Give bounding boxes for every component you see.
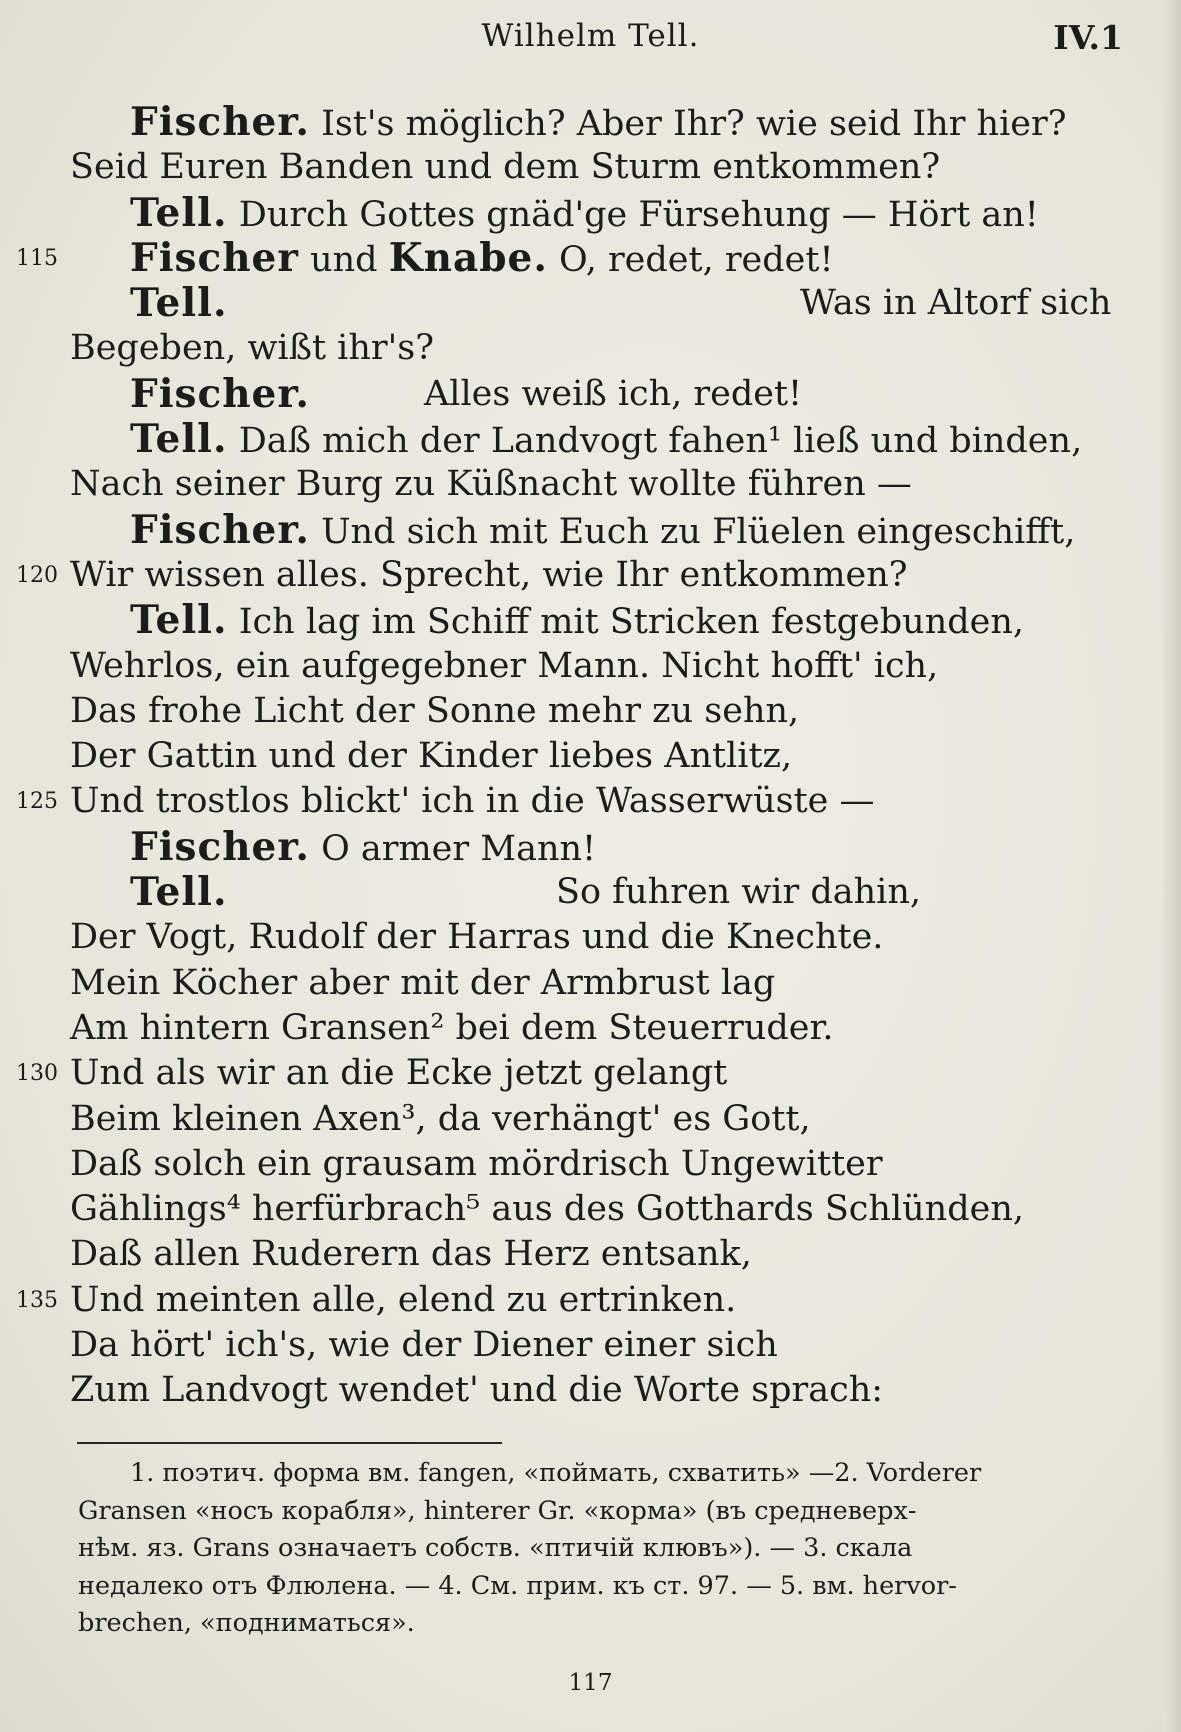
line-text: Ist's möglich? Aber Ihr? wie seid Ihr hier? [321,104,1067,144]
line-text: Gählings⁴ herfürbrach⁵ aus des Gotthards Schlünden, [70,1189,1025,1230]
footnote-line: нѣм. яз. Grans означаетъ собств. «птичій клювъ»). — 3. скала [78,1533,913,1563]
verse-text [70,1097,811,1142]
verse-text [70,462,912,507]
footnote-line: недалеко отъ Флюлена. — 4. См. прим. къ ст. 97. — 5. вм. hervor- [78,1570,957,1601]
line-text: Und sich mit Euch zu Flüelen eingeschifft, [321,511,1076,552]
footnote-line: 1. поэтич. форма вм. fangen, «поймать, схватить» —2. Vorderer [130,1458,982,1488]
verse-text [70,1278,736,1323]
verse-text [130,417,1082,464]
line-text: Der Vogt, Rudolf der Harras und die Knechte. [70,917,884,958]
verse-line [0,779,1181,824]
verse-text [130,236,834,283]
line-text-continued: Alles weiß ich, redet! [424,373,803,414]
verse-line [0,1142,1181,1187]
verse-line [0,236,1181,281]
line-text: Begeben, wißt ihr's? [70,328,434,369]
speaker-name: Tell. [130,416,228,463]
line-text: Ich lag im Schiff mit Stricken festgebunden, [238,602,1025,643]
verse-text [70,1187,1024,1232]
footnote-line: Gransen «носъ корабля», hinterer Gr. «корма» (въ средневерх- [78,1495,917,1526]
verse-line [0,1097,1181,1142]
verse-text [70,915,883,960]
verse-text [70,553,908,598]
verse-text [70,779,875,824]
verse-text [70,689,799,734]
verse-line [0,1232,1181,1277]
line-text: Der Gattin und der Kinder liebes Antlitz, [70,736,793,777]
verse-line [0,145,1181,190]
verse-text [70,1368,883,1413]
verse-text [70,1051,727,1096]
verse-line [0,508,1181,553]
line-text-continued: So fuhren wir dahin, [556,872,922,913]
verse-line [0,870,1181,915]
verse-line [0,915,1181,960]
verse-line [0,1006,1181,1051]
line-number: 115 [16,245,58,271]
line-text: Das frohe Licht der Sonne mehr zu sehn, [70,690,800,731]
line-text: Seid Euren Banden und dem Sturm entkommen? [70,147,941,188]
verse-line [0,326,1181,371]
verse-line [0,281,1181,326]
verse-line [0,689,1181,734]
speaker-name: Tell. [130,597,228,644]
speaker-name: Tell. [130,869,228,916]
line-text: Zum Landvogt wendet' und die Worte sprach: [70,1370,884,1411]
verse-line [0,191,1181,236]
verse-line [0,372,1181,417]
verse-text [70,1232,752,1277]
verse-line [0,1323,1181,1368]
line-number: 135 [16,1287,58,1313]
footnotes [78,1455,1136,1643]
verse-text [70,644,938,689]
line-number: 125 [16,789,58,815]
verse-text [70,1323,778,1368]
speaker-name: Knabe. [388,234,548,281]
line-text: Daß allen Ruderern das Herz entsank, [70,1234,752,1275]
verse-text [130,870,228,917]
line-text: Daß mich der Landvogt fahen¹ ließ und binden, [238,421,1083,462]
verse-text [70,145,940,190]
speaker-connector: und [310,239,378,280]
verse-text [130,825,596,872]
line-text: Und trostlos blickt' ich in die Wasserwüste — [70,781,875,822]
verse-line [0,825,1181,870]
verse-text [70,1142,883,1187]
running-header-title: Wilhelm Tell. [481,18,700,54]
line-text: Beim kleinen Axen³, da verhängt' es Gott, [70,1098,811,1139]
footnote-rule [77,1442,502,1444]
line-number: 130 [16,1061,58,1087]
line-number: 120 [16,562,58,588]
verse-text [70,734,792,779]
verse-line [0,734,1181,779]
speaker-name: Fischer. [130,823,310,870]
verse-text [130,508,1075,555]
verse-text [70,1006,834,1051]
speaker-name: Fischer. [130,370,310,417]
verse-text [70,961,775,1006]
verse-line [0,1187,1181,1232]
verse-line [0,553,1181,598]
line-text: Nach seiner Burg zu Küßnacht wollte führen — [70,464,912,505]
verse-text [130,191,1039,238]
verse-line [0,417,1181,462]
line-text: Wir wissen alles. Sprecht, wie Ihr entkommen? [70,554,908,595]
verse-text [130,281,228,328]
verse-line [0,1051,1181,1096]
verse-text [130,598,1024,645]
speaker-name: Fischer [130,234,299,281]
verse-line [0,598,1181,643]
act-scene-marker: IV.1 [1053,18,1123,57]
verse-text [130,372,310,419]
line-text: Da hört' ich's, wie der Diener einer sich [70,1325,778,1366]
verse-line [0,644,1181,689]
line-text: Am hintern Gransen² bei dem Steuerruder. [70,1007,834,1048]
verse-text [70,326,434,371]
page-number: 117 [568,1670,613,1696]
line-text-continued: Was in Altorf sich [800,283,1112,324]
line-text: Und als wir an die Ecke jetzt gelangt [70,1053,728,1094]
line-text: O armer Mann! [321,828,597,869]
speaker-name: Tell. [130,280,228,327]
verse-line [0,1278,1181,1323]
verse-line [0,961,1181,1006]
line-text: Durch Gottes gnäd'ge Fürsehung — Hört an! [238,194,1039,235]
line-text: O, redet, redet! [559,239,834,280]
speaker-name: Tell. [130,189,228,236]
line-text: Wehrlos, ein aufgegebner Mann. Nicht hofft' ich, [70,645,939,686]
verse-block [0,100,1181,1414]
verse-text [130,100,1067,147]
line-text: Mein Köcher aber mit der Armbrust lag [70,962,776,1003]
line-text: Und meinten alle, elend zu ertrinken. [70,1279,737,1320]
speaker-name: Fischer. [130,506,310,553]
footnote-line: brechen, «подниматься». [78,1608,415,1638]
speaker-name: Fischer. [130,99,310,145]
verse-line [0,1368,1181,1413]
verse-line [0,100,1181,145]
verse-line [0,462,1181,507]
line-text: Daß solch ein grausam mördrisch Ungewitter [70,1143,883,1184]
